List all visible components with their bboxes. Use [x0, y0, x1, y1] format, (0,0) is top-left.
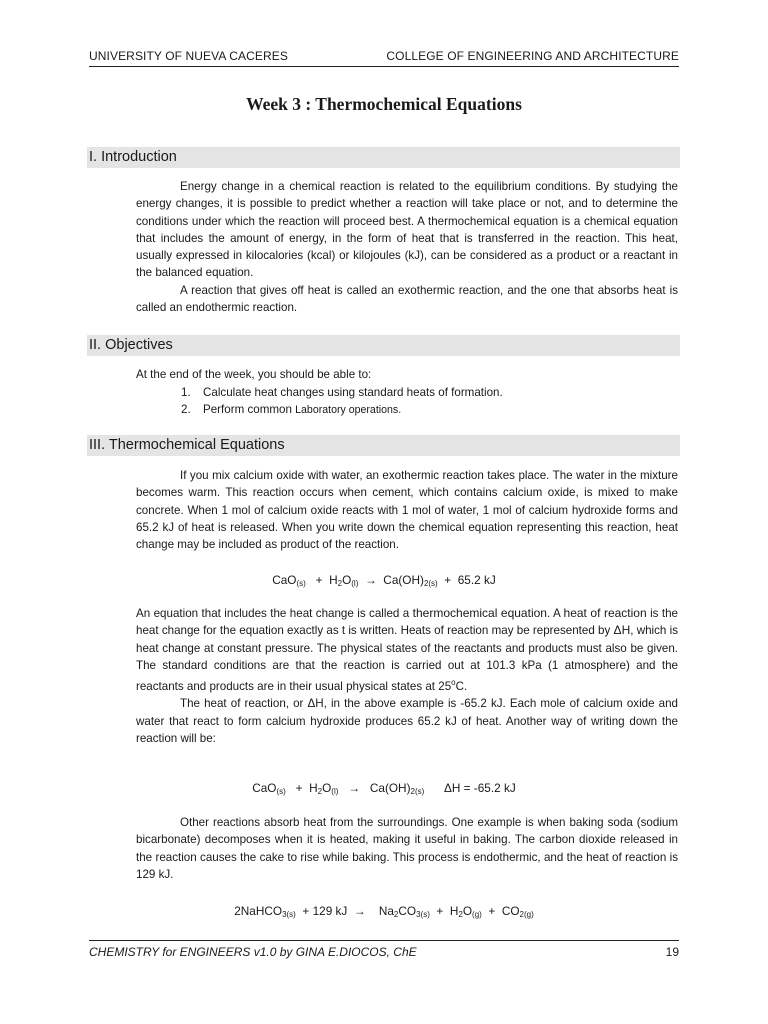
thermo-paragraph-4-text: Other reactions absorb heat from the surroundings. One example is when baking soda (sodium bicarbonate) decomposes when it is heated, making it useful in baking. The carbon dioxide released in the reaction causes the cake to rise while baking. This process is endothermic, and the heat of reaction is 129 kJ.: [136, 816, 678, 881]
eq-plus: +: [295, 781, 303, 795]
eq-sub: 2(s): [410, 787, 425, 796]
objective-text-small: Laboratory operations.: [295, 404, 402, 416]
eq-delta-h: ΔH = -65.2 kJ: [443, 781, 516, 795]
eq-heat: + 129 kJ: [302, 904, 348, 918]
footer-credit: CHEMISTRY for ENGINEERS v1.0 by GINA E.DIOCOS, ChE: [89, 945, 417, 959]
term-delta-h: ΔH: [613, 623, 631, 638]
eq-heat: 65.2 kJ: [457, 573, 496, 587]
eq-sub: 2: [393, 910, 399, 919]
objective-item-2: [181, 401, 401, 419]
eq-term: CaO: [272, 573, 297, 587]
section-heading-introduction: I. Introduction: [87, 147, 680, 168]
section-heading-objectives: II. Objectives: [87, 335, 680, 356]
footer-divider: [89, 940, 679, 941]
header-divider: [89, 66, 679, 67]
thermo-paragraph-1-text: If you mix calcium oxide with water, an exothermic reaction takes place. The water in the mixture becomes warm. This reaction occurs when cement, which contains calcium oxide, is mixed to make concrete. When 1 mol of calcium oxide reacts with 1 mol of water, 1 mol of calcium hydroxide forms and 65.2 kJ of heat is released. When you write down the chemical equation representing this reaction, heat change may be included as product of the reaction.: [136, 469, 678, 552]
eq-term: CaO: [252, 781, 277, 795]
eq-sub: (l): [351, 579, 359, 588]
introduction-body: [136, 178, 678, 316]
header-college: COLLEGE OF ENGINEERING AND ARCHITECTURE: [386, 49, 679, 63]
eq-term: H: [329, 573, 338, 587]
eq-plus: +: [444, 573, 452, 587]
eq-sub: (l): [331, 787, 339, 796]
equation-2: [0, 781, 768, 796]
thermo-paragraph-2: [136, 605, 678, 747]
text-run: C.: [455, 680, 468, 694]
eq-term: 2NaHCO: [234, 904, 283, 918]
eq-arrow: →: [364, 573, 377, 587]
eq-arrow: →: [348, 781, 361, 795]
eq-term: Ca(OH): [369, 781, 411, 795]
eq-sub: (s): [276, 787, 286, 796]
eq-term: CO: [398, 904, 417, 918]
thermo-paragraph-2-text: [136, 605, 678, 695]
eq-sub: 2(s): [423, 579, 438, 588]
eq-term: H: [309, 781, 318, 795]
introduction-paragraph-1: Energy change in a chemical reaction is related to the equilibrium conditions. By studying the energy changes, it is possible to predict whether a reaction will take place or not, and to determine the conditions under which the reaction will proceed best. A thermochemical equation is a chemical equation that includes the amount of energy, in the form of heat that is transferred in the reaction. This heat, usually expressed in kilocalories (kcal) or kilojoules (kJ), can be considered as a product or a reactant in the balanced equation.: [136, 180, 678, 280]
text-run: An equation that includes the heat change is called a: [136, 607, 413, 620]
introduction-paragraph-2: A reaction that gives off heat is called an exothermic reaction, and the one that absorbs heat is called an endothermic reaction.: [136, 283, 678, 315]
eq-plus: +: [315, 573, 323, 587]
eq-sub: 2(g): [519, 910, 534, 919]
objective-number: 1.: [181, 386, 191, 399]
eq-term: Ca(OH): [383, 573, 424, 587]
eq-arrow: →: [353, 904, 366, 918]
page-title: Week 3 : Thermochemical Equations: [246, 94, 522, 114]
eq-plus: +: [488, 904, 496, 918]
eq-term: O: [322, 781, 332, 795]
equation-3: [0, 904, 768, 919]
objective-text: Perform common: [203, 403, 296, 416]
term-heat-of-reaction: heat of reaction: [563, 606, 647, 620]
eq-plus: +: [436, 904, 444, 918]
page-number: 19: [665, 945, 679, 959]
text-run: is the heat change for the equation exactly as t is written. Heats of reaction may be represented by: [136, 607, 679, 638]
thermo-paragraph-3: The heat of reaction, or ΔH, in the above example is -65.2 kJ. Each mole of calcium oxide and water that react to form calcium hydroxide produces 65.2 kJ of heat. Another way of writing down the reaction will be:: [136, 697, 678, 745]
objective-item-1: [181, 384, 503, 401]
text-run: , which is heat change at constant pressure. The physical states of the reactants and products must also be given. The standard conditions are that the reaction is carried out at 101.3 kPa (1 atmosphere) and the reactants and products are in their usual physical states at 25: [136, 624, 678, 694]
eq-term: H: [449, 904, 459, 918]
eq-term: CO: [501, 904, 520, 918]
header-university: UNIVERSITY OF NUEVA CACERES: [89, 49, 288, 63]
eq-sub: 2: [317, 787, 323, 796]
section-heading-thermochemical: III. Thermochemical Equations: [87, 435, 680, 456]
eq-sub: 2: [337, 579, 343, 588]
equation-1: [0, 573, 768, 588]
term-thermochemical-equation: thermochemical equation: [412, 606, 547, 620]
page-header: [89, 47, 679, 65]
eq-sub: 3(s): [282, 910, 296, 919]
eq-sub: 3(s): [416, 910, 430, 919]
text-run: . A: [546, 607, 564, 620]
degree-symbol: o: [451, 678, 456, 688]
thermo-paragraph-4: [136, 814, 678, 883]
eq-sub: 2: [458, 910, 463, 919]
eq-sub: (s): [296, 579, 306, 588]
objective-number: 2.: [181, 403, 191, 416]
objective-text: Calculate heat changes using standard heats of formation.: [203, 386, 503, 399]
eq-term: Na: [378, 904, 394, 918]
objectives-lead: At the end of the week, you should be able to:: [136, 368, 372, 381]
eq-sub: (g): [472, 910, 482, 919]
thermo-paragraph-1: [136, 467, 678, 553]
eq-term: O: [342, 573, 352, 587]
eq-term: O: [462, 904, 473, 918]
